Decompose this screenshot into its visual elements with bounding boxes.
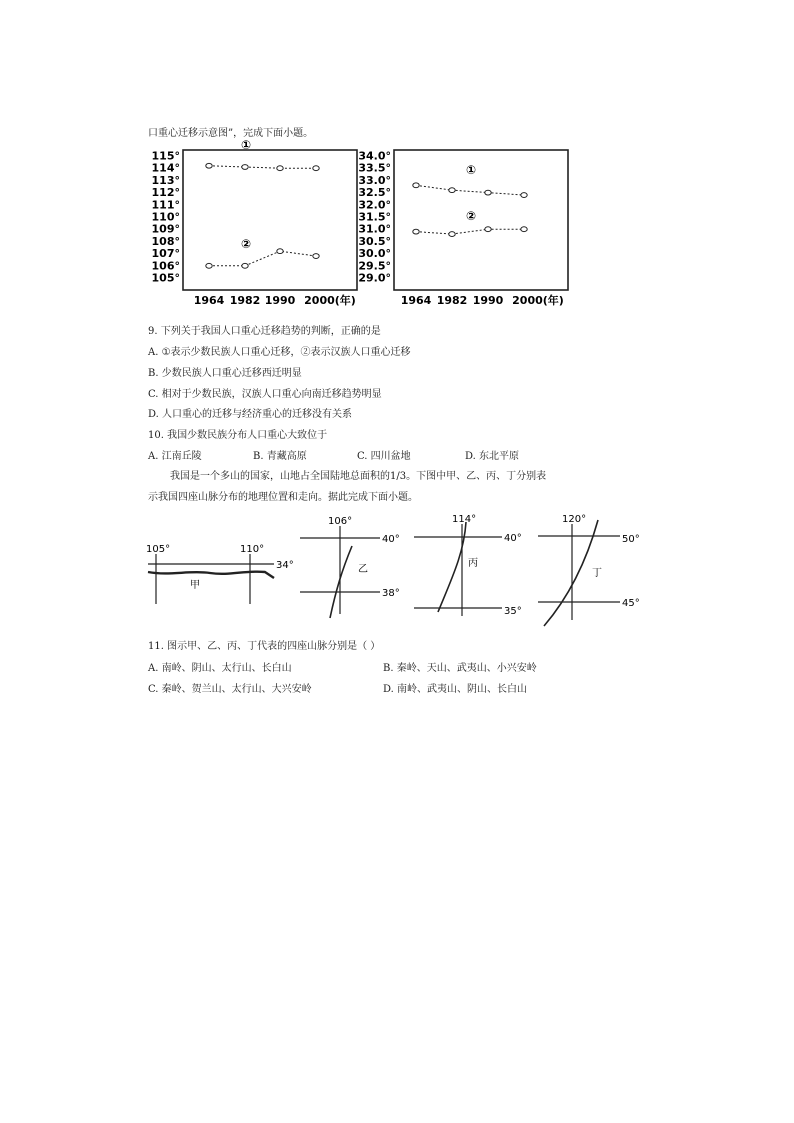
data-point [313, 166, 319, 171]
series-line [416, 229, 524, 234]
bing-lat-top: 40° [504, 533, 522, 544]
q11-option-c: C. 秦岭、贺兰山、太行山、大兴安岭 [148, 684, 312, 695]
intro-text: 口重心迁移示意图”，完成下面小题。 [148, 128, 314, 139]
data-point [521, 193, 527, 198]
y-tick-label: 113° [151, 173, 180, 187]
data-point [206, 163, 212, 168]
data-point [242, 165, 248, 170]
y-tick-labels [358, 150, 391, 285]
y-tick-label: 31.0° [358, 222, 391, 236]
ding-lat-top: 50° [622, 534, 640, 545]
y-tick-label: 29.5° [358, 259, 391, 273]
series-points [206, 163, 319, 268]
series-line [416, 185, 524, 195]
q9-stem: 9. 下列关于我国人口重心迁移趋势的判断，正确的是 [148, 326, 381, 337]
longitude-chart [150, 137, 360, 308]
ding-lat-bottom: 45° [622, 598, 640, 609]
yi-mountain-range [330, 546, 352, 618]
y-tick-label: 110° [151, 210, 180, 224]
data-point [413, 229, 419, 234]
y-tick-label: 109° [151, 222, 180, 236]
y-tick-label: 32.5° [358, 186, 391, 200]
bing-lat-bottom: 35° [504, 606, 522, 617]
jia-lat: 34° [276, 560, 294, 571]
x-tick-label: 1982 [436, 294, 468, 307]
y-tick-label: 105° [151, 271, 180, 285]
data-point [521, 227, 527, 232]
jia-mountain-range [148, 572, 274, 578]
y-tick-labels [152, 150, 180, 285]
y-tick-label: 112° [151, 186, 180, 200]
x-tick-label: 1982 [229, 294, 261, 307]
series-lines [209, 166, 316, 266]
x-tick-labels [401, 293, 564, 307]
data-point [485, 227, 491, 232]
series-label: ① [241, 137, 252, 152]
series-label: ① [466, 163, 477, 178]
x-tick-label: 1990 [264, 294, 296, 307]
data-point [485, 190, 491, 195]
data-point [277, 166, 283, 171]
x-tick-labels [194, 293, 356, 307]
q10-stem: 10. 我国少数民族分布人口重心大致位于 [148, 430, 328, 441]
map-jia [140, 540, 300, 610]
intro2-line1: 我国是一个多山的国家，山地占全国陆地总面积的1/3。下图中甲、乙、丙、丁分别表 [170, 471, 547, 482]
y-tick-label: 33.5° [358, 161, 391, 175]
q11-option-a: A. 南岭、阴山、太行山、长白山 [148, 663, 292, 674]
y-tick-label: 30.0° [358, 247, 391, 261]
data-point [206, 263, 212, 268]
q10-option-d: D. 东北平原 [465, 451, 520, 462]
y-tick-label: 32.0° [358, 198, 391, 212]
q9-option-c: C. 相对于少数民族，汉族人口重心向南迁移趋势明显 [148, 389, 382, 400]
q11-option-b: B. 秦岭、天山、武夷山、小兴安岭 [383, 663, 537, 674]
y-tick-label: 33.0° [358, 173, 391, 187]
series-label: ② [466, 209, 477, 224]
intro2-line2: 示我国四座山脉分布的地理位置和走向。据此完成下面小题。 [148, 492, 418, 503]
bing-label: 丙 [468, 558, 478, 569]
ding-lon: 120° [562, 514, 587, 525]
y-tick-label: 29.0° [358, 271, 391, 285]
q11-stem: 11. 图示甲、乙、丙、丁代表的四座山脉分别是（ ） [148, 641, 381, 652]
q9-option-a: A. ①表示少数民族人口重心迁移，②表示汉族人口重心迁移 [148, 347, 411, 358]
map-ding [530, 508, 670, 628]
q11-option-d: D. 南岭、武夷山、阴山、长白山 [383, 684, 528, 695]
map-bing [410, 508, 535, 620]
x-tick-label: 2000(年) [512, 294, 564, 307]
yi-label: 乙 [358, 564, 368, 575]
data-point [277, 249, 283, 254]
data-point [242, 263, 248, 268]
data-point [449, 188, 455, 193]
map-yi [290, 510, 420, 620]
data-point [413, 183, 419, 188]
y-tick-label: 115° [151, 149, 180, 163]
bing-lon: 114° [452, 514, 477, 525]
plot-frame [183, 150, 357, 290]
x-tick-label: 2000(年) [304, 294, 356, 307]
series-labels [241, 138, 251, 251]
q10-option-b: B. 青藏高原 [253, 451, 307, 462]
q9-option-d: D. 人口重心的迁移与经济重心的迁移没有关系 [148, 409, 353, 420]
series-labels [466, 163, 476, 223]
jia-lon-right: 110° [240, 544, 265, 555]
jia-label: 甲 [190, 580, 200, 591]
y-tick-label: 107° [151, 247, 180, 261]
series-line [209, 251, 316, 266]
y-tick-label: 31.5° [358, 210, 391, 224]
series-label: ② [241, 236, 252, 251]
data-point [449, 232, 455, 237]
yi-lat-top: 40° [382, 534, 400, 545]
y-tick-label: 34.0° [358, 149, 391, 163]
q9-option-b: B. 少数民族人口重心迁移西迁明显 [148, 368, 302, 379]
x-tick-label: 1990 [472, 294, 504, 307]
latitude-chart [352, 146, 572, 308]
y-tick-label: 108° [151, 234, 180, 248]
yi-lat-bottom: 38° [382, 588, 400, 599]
data-point [313, 254, 319, 259]
q10-option-a: A. 江南丘陵 [148, 451, 202, 462]
y-tick-label: 30.5° [358, 234, 391, 248]
ding-label: 丁 [592, 568, 602, 579]
y-tick-label: 114° [151, 161, 180, 175]
series-line [209, 166, 316, 168]
jia-lon-left: 105° [146, 544, 171, 555]
plot-frame [394, 150, 568, 290]
yi-lon: 106° [328, 516, 353, 527]
y-tick-label: 111° [151, 198, 180, 212]
q10-option-c: C. 四川盆地 [357, 451, 411, 462]
x-tick-label: 1964 [400, 294, 432, 307]
x-tick-label: 1964 [193, 294, 225, 307]
y-tick-label: 106° [151, 259, 180, 273]
